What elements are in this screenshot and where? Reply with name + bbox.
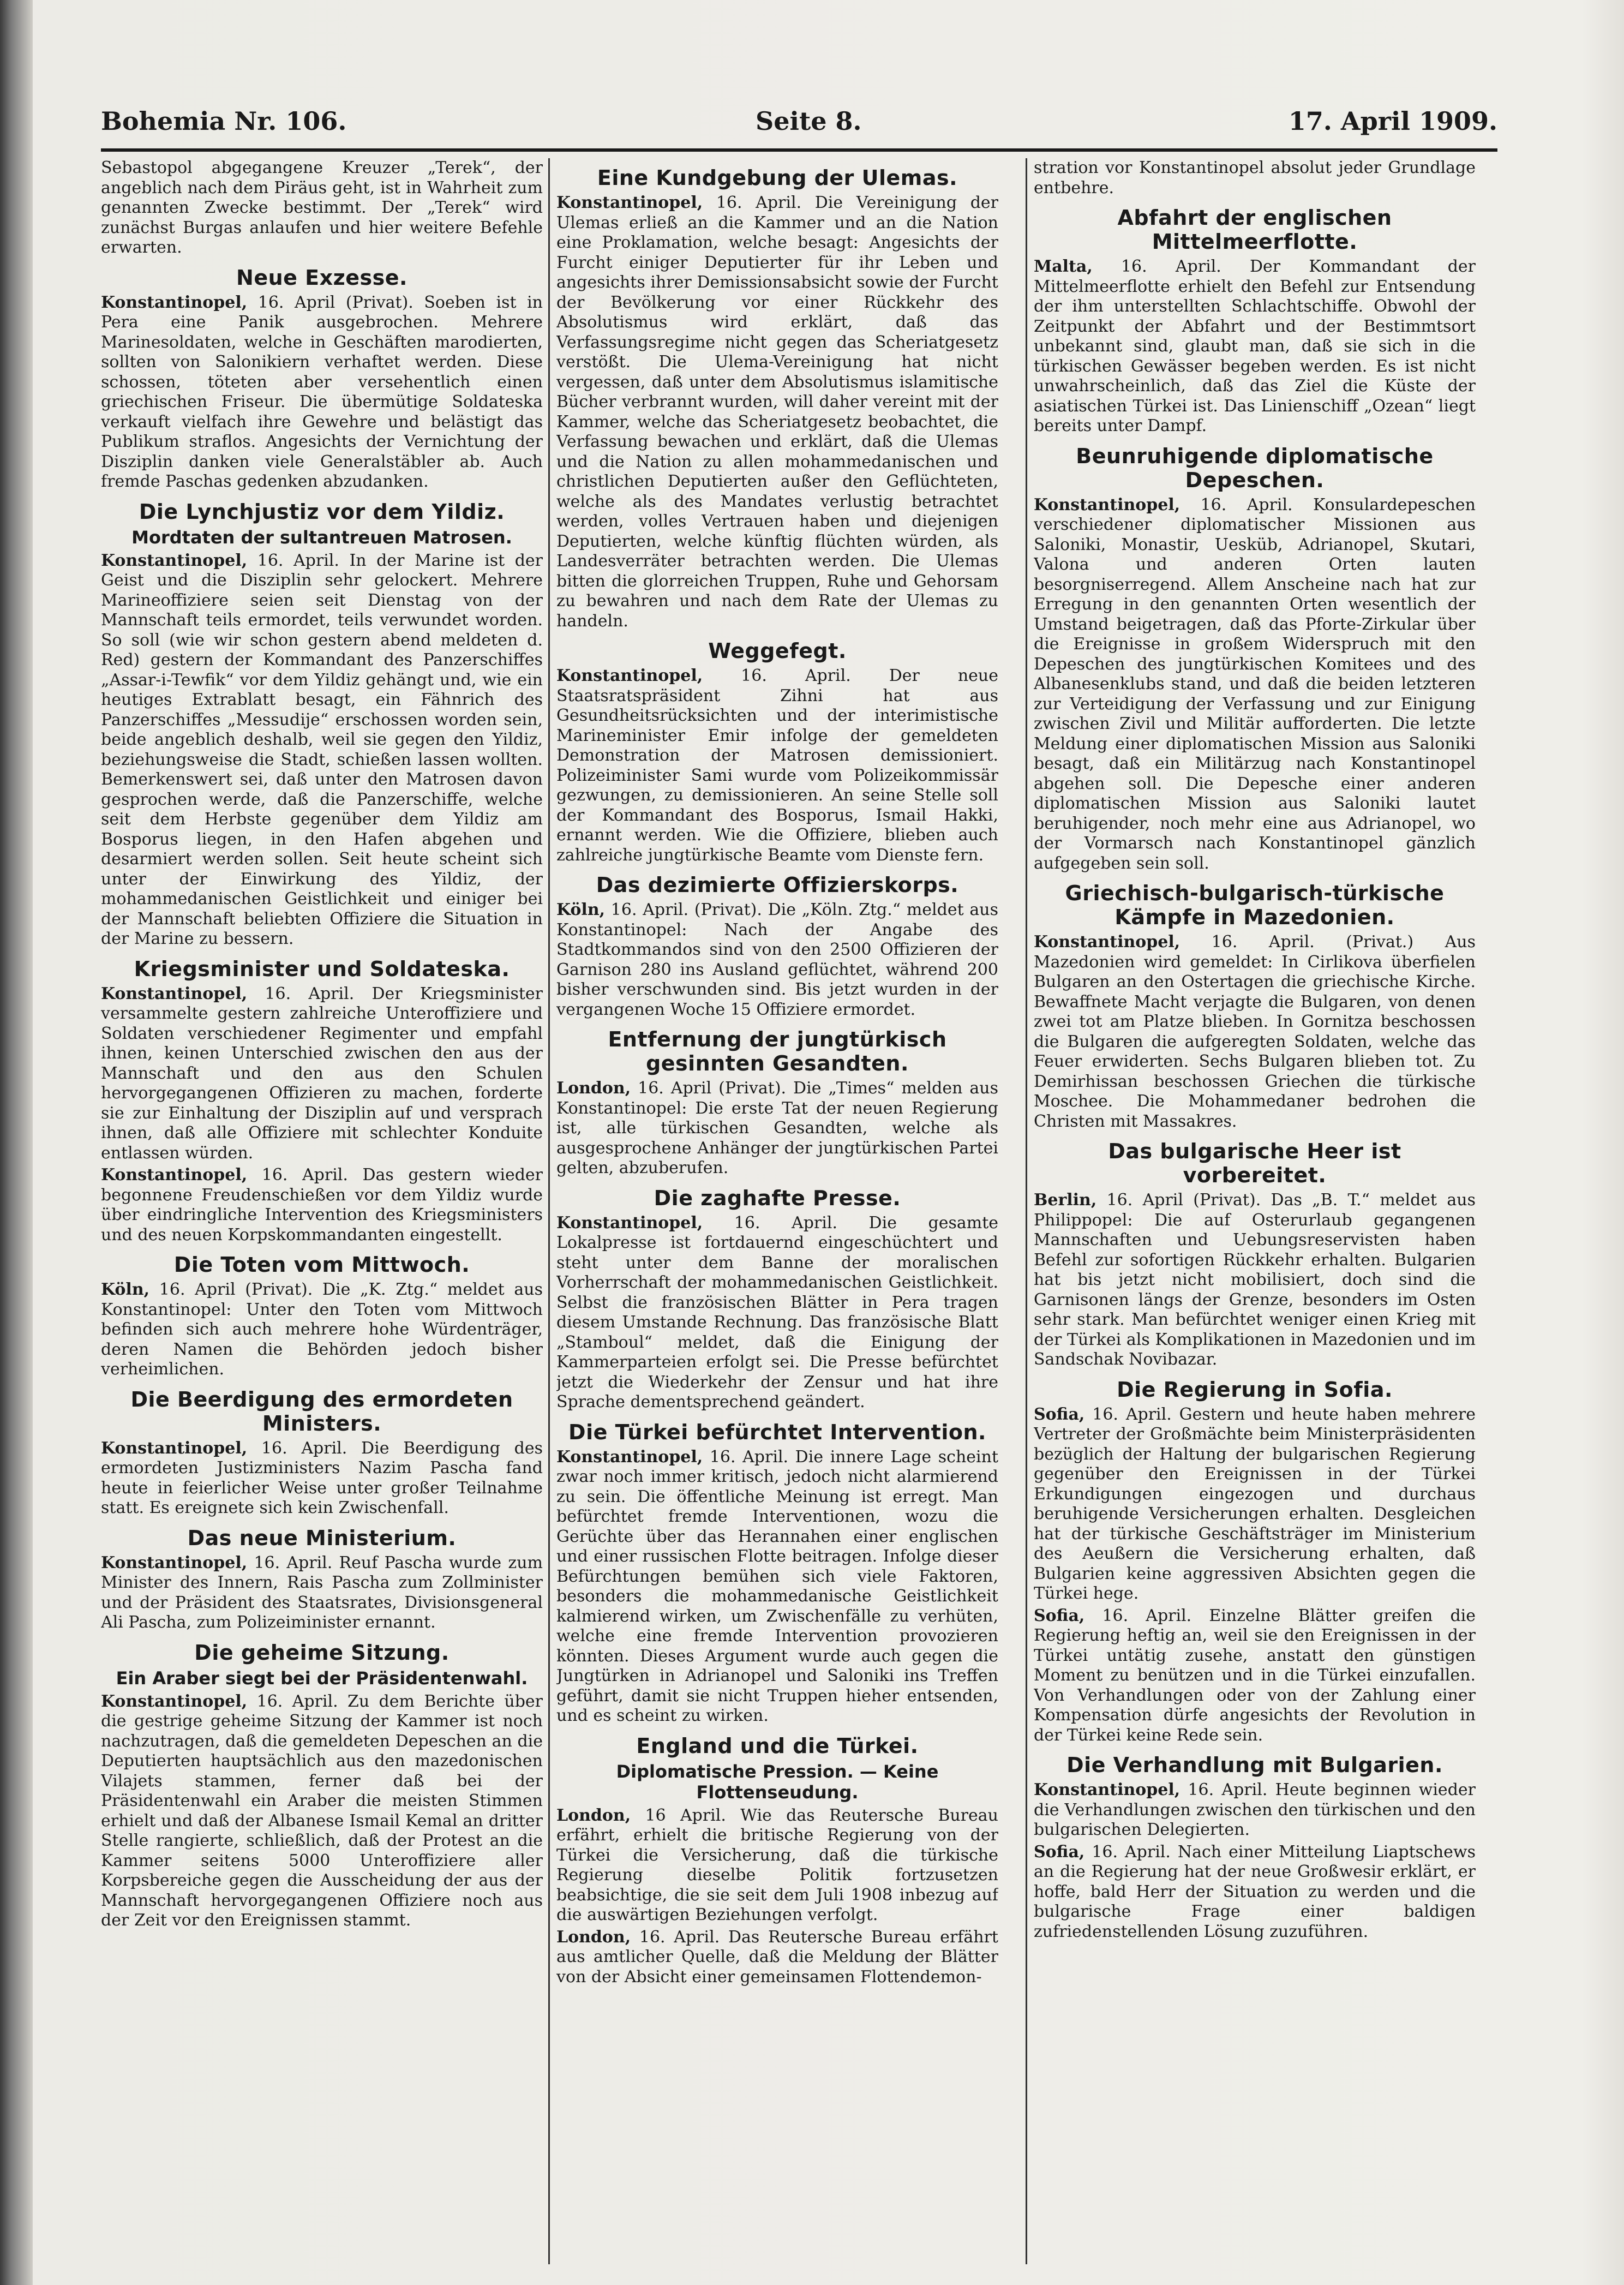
article-headline: Abfahrt der englischen Mittelmeerflotte. [1117, 206, 1392, 254]
dateline: Konstantinopel, [1034, 1780, 1180, 1799]
article-paragraph [101, 1165, 543, 1245]
column-1 [101, 158, 543, 2264]
dateline: Sofia, [1034, 1842, 1085, 1862]
dateline: Konstantinopel, [556, 1447, 703, 1467]
paragraph-text: 16. April. Das gestern wieder begonnene Freudenschießen vor dem Yildiz wurde über eindringliche Intervention des Kriegsministers und des neuen Korpskommandanten eingestellt. [101, 1165, 543, 1245]
article-paragraph [101, 1280, 543, 1380]
article-paragraph [101, 1439, 543, 1518]
article-paragraph [1034, 495, 1476, 874]
article-subheadline: Ein Araber siegt bei der Präsidentenwahl. [116, 1667, 528, 1689]
article-headline: Entfernung der jungtürkisch gesinnten Gesandten. [608, 1027, 947, 1075]
page-header [101, 106, 1497, 145]
dateline: Sofia, [1034, 1404, 1085, 1424]
dateline: Konstantinopel, [101, 551, 248, 570]
dateline: Konstantinopel, [556, 193, 703, 212]
article-headline: Die Verhandlung mit Bulgarien. [1066, 1753, 1443, 1777]
article-headline: Die Lynchjustiz vor dem Yildiz. [139, 499, 505, 524]
paragraph-text: 16. April. (Privat.) Aus Mazedonien wird gemeldet: In Cirlikova überfielen Bulgaren an den Ostertagen die griechische Kirche. Bewaffnete Macht verjagte die Bulgaren, von denen zwei tot am Platze blieben. In Gornitza beschossen die Bulgaren die aufgeregten Soldaten, welche das Feuer erwiderten. Sechs Bulgaren blieben tot. Zu Demirhissan beschossen Griechen die türkische Moschee. Die Mohammedaner bedrohen die Christen mit Massakres. [1034, 932, 1476, 1131]
dateline: London, [556, 1927, 631, 1947]
paragraph-text: 16 April. Wie das Reutersche Bureau erfährt, erhielt die britische Regierung von der Türkei die Versicherung, daß die türkische Regierung dieselbe Politik fortzusetzen beabsichtige, die sie seit dem Juli 1908 inbezug auf die auswärtigen Beziehungen verfolgt. [556, 1805, 998, 1924]
article-paragraph [1034, 158, 1476, 198]
paragraph-text: 16. April. Nach einer Mitteilung Liaptschews an die Regierung hat der neue Großwesir erklärt, er hoffe, bald Herr der Situation zu werden und die bulgarische Frage einer baldigen zufriedenstellenden Lösung zuzuführen. [1034, 1842, 1476, 1941]
article-headline: Das dezimierte Offizierskorps. [596, 873, 959, 897]
paragraph-text: 16. April. Der Kommandant der Mittelmeerflotte erhielt den Befehl zur Entsendung der ihm unterstellten Schlachtschiffe. Obwohl der Zeitpunkt der Abfahrt und der Bestimmtsort unbekannt sind, glaubt man, daß sie sich in die türkischen Gewässer begeben werden. Es ist nicht unwahrscheinlich, daß das Ziel die Küste der asiatischen Türkei ist. Das Linienschiff „Ozean“ liegt bereits unter Dampf. [1034, 257, 1476, 435]
header-page-number: Seite 8. [756, 106, 862, 136]
paragraph-text: 16. April (Privat). Die „Times“ melden aus Konstantinopel: Die erste Tat der neuen Regierung ist, alle türkischen Gesandten, welche als ausgesprochene Anhänger der jungtürkischen Partei gelten, abzuberufen. [556, 1079, 998, 1177]
dateline: Sofia, [1034, 1606, 1085, 1625]
article-paragraph [101, 158, 543, 258]
dateline: Konstantinopel, [101, 1165, 248, 1185]
article-headline: Eine Kundgebung der Ulemas. [597, 166, 958, 190]
dateline: Malta, [1034, 257, 1093, 276]
header-date: 17. April 1909. [1288, 106, 1497, 136]
paragraph-text: 16. April (Privat). Soeben ist in Pera eine Panik ausgebrochen. Mehrere Marinesoldaten, welche in Geschäften marodierten, sollten von Salonikiern verhaftet werden. Diese schossen, töteten aber versehentlich einen griechischen Friseur. Die übermütige Soldateska verkauft vielfach ihre Gewehre und belästigt das Publikum straflos. Angesichts der Vernichtung der Disziplin danken viele Generalstäbler ab. Auch fremde Paschas gedenken abzudanken. [101, 292, 543, 491]
paragraph-text: 16. April. Der neue Staatsratspräsident Zihni hat aus Gesundheitsrücksichten und der interimistische Marineminister Emir infolge der gemeldeten Demonstration der Matrosen demissioniert. Polizeiminister Sami wurde vom Polizeikommissär gezwungen, zu demissionieren. An seine Stelle soll der Kommandant des Bosporus, Ismail Hakki, ernannt werden. Wie die Offiziere, blieben auch zahlreiche jungtürkische Beamte vom Dienste fern. [556, 666, 998, 865]
article-paragraph [1034, 257, 1476, 436]
paragraph-text: stration vor Konstantinopel absolut jeder Grundlage entbehre. [1034, 158, 1476, 198]
article-headline: Das neue Ministerium. [187, 1526, 457, 1550]
dateline: Konstantinopel, [1034, 495, 1180, 515]
article-paragraph [1034, 1191, 1476, 1370]
paragraph-text: 16. April. (Privat). Die „Köln. Ztg.“ meldet aus Konstantinopel: Nach der Angabe des Stadtkommandos sind von den 2500 Offizieren der Garnison 280 ins Ausland geflüchtet, während 200 bisher verschwunden sind. Bis jetzt wurden in der vergangenen Woche 15 Offiziere ermordet. [556, 900, 998, 1019]
article-headline: Neue Exzesse. [236, 265, 408, 290]
article-paragraph [1034, 1606, 1476, 1746]
paragraph-text: 16. April. Reuf Pascha wurde zum Minister des Innern, Rais Pascha zum Zollminister und der Präsident des Staatsrates, Divisionsgeneral Ali Pascha, zum Polizeiminister ernannt. [101, 1553, 543, 1632]
article-paragraph [556, 900, 998, 1020]
dateline: Konstantinopel, [101, 984, 248, 1003]
paragraph-text: 16. April. Das Reutersche Bureau erfährt aus amtlicher Quelle, daß die Meldung der Blätter von der Absicht einer gemeinsamen Flottendemon- [556, 1927, 998, 1987]
article-paragraph [556, 1079, 998, 1179]
article-paragraph [101, 1553, 543, 1633]
article-headline: Die Regierung in Sofia. [1117, 1377, 1393, 1402]
paragraph-text: 16. April. Die Vereinigung der Ulemas erließ an die Kammer und an die Nation eine Proklamation, welche besagt: Angesichts der Furcht einiger Deputierter für ihr Leben und angesichts ihrer Demissionsabsicht sowie der Furcht der Bevölkerung vor einer Rückkehr des Absolutismus wird erklärt, daß das Verfassungsregime nicht gegen das Scheriatgesetz verstößt. Die Ulema-Vereinigung hat nicht vergessen, daß unter dem Absolutismus islamitische Bücher verbrannt wurden, will daher vereint mit der Kammer, welche das Scheriatgesetz beobachtet, die Verfassung bewachen und erklärt, daß die Ulemas und die Nation zu allen mohammedanischen und christlichen Deputierten außer den Geflüchteten, welche als des Mandates verlustig betrachtet werden, volles Vertrauen haben und diejenigen Deputierten, welche künftig flüchten würden, als Landesverräter betrachten werden. Die Ulemas bitten die glorreichen Truppen, Ruhe und Gehorsam zu bewahren und nach dem Rate der Ulemas zu handeln. [556, 193, 998, 631]
dateline: London, [556, 1079, 631, 1098]
article-headline: Griechisch-bulgarisch-türkische Kämpfe in Mazedonien. [1065, 881, 1445, 929]
article-headline: Die geheime Sitzung. [194, 1640, 450, 1665]
article-headline: England und die Türkei. [636, 1733, 919, 1758]
dateline: Köln, [556, 900, 606, 919]
paragraph-text: 16. April. Die Beerdigung des ermordeten Justizministers Nazim Pascha fand heute in feierlicher Weise unter großer Teilnahme statt. Es ereignete sich kein Zwischenfall. [101, 1438, 543, 1517]
article-paragraph [101, 293, 543, 492]
column-2 [556, 158, 998, 2264]
paragraph-text: 16. April. Der Kriegsminister versammelte gestern zahlreiche Unteroffiziere und Soldaten verschiedener Regimenter und empfahl ihnen, keinen Unterschied zwischen den aus der Mannschaft und den aus den Schulen hervorgegangenen Offizieren zu machen, forderte sie zur Einhaltung der Disziplin auf und versprach ihnen, daß alle Offiziere mit schlechter Konduite entlassen würden. [101, 984, 543, 1163]
article-paragraph [556, 1447, 998, 1726]
article-headline: Die Beerdigung des ermordeten Ministers. [130, 1387, 513, 1435]
paragraph-text: 16. April (Privat). Das „B. T.“ meldet aus Philippopel: Die auf Osterurlaub gegangenen Mannschaften und Uebungsreservisten haben Befehl zur sofortigen Rückkehr erhalten. Bulgarien hat bis jetzt nicht mobilisiert, doch sind die Garnisonen längs der Grenze, besonders im Osten sehr stark. Man befürchtet weniger einen Krieg mit der Türkei als Komplikationen in Mazedonien und im Sandschak Novibazar. [1034, 1191, 1476, 1369]
article-paragraph [556, 1928, 998, 1988]
header-rule [101, 148, 1497, 152]
article-paragraph [101, 551, 543, 949]
article-paragraph [1034, 932, 1476, 1132]
article-headline: Die Türkei befürchtet Intervention. [568, 1420, 986, 1444]
article-headline: Das bulgarische Heer ist vorbereitet. [1108, 1139, 1401, 1187]
paragraph-text: 16. April. Heute beginnen wieder die Verhandlungen zwischen den türkischen und den bulgarischen Delegierten. [1034, 1780, 1476, 1839]
article-headline: Weggefegt. [708, 639, 847, 663]
paragraph-text: 16. April. Konsulardepeschen verschiedener diplomatischer Missionen aus Saloniki, Monastir, Uesküb, Adrianopel, Skutari, Valona und anderen Orten lauten besorgniserregend. Allem Anscheine nach hat zur Erregung in den genannten Orten wesentlich der Umstand beigetragen, daß das Pforte-Zirkular über die Ereignisse in großem Widerspruch mit den Depeschen des jungtürkischen Komitees und des Albanesenklubs stand, und daß die beiden letzteren zur Verteidigung der Verfassung und zur Einigung zwischen Zivil und Militär aufforderten. Die letzte Meldung einer diplomatischen Mission aus Saloniki besagt, daß ein Militärzug nach Konstantinopel abgehen soll. Die Depesche einer anderen diplomatischen Mission aus Saloniki lautet beruhigender, noch mehr eine aus Adrianopel, wo der Vormarsch nach Konstantinopel gänzlich aufgegeben sein soll. [1034, 495, 1476, 873]
article-paragraph [1034, 1843, 1476, 1942]
article-paragraph [101, 1692, 543, 1931]
paragraph-text: 16. April (Privat). Die „K. Ztg.“ meldet aus Konstantinopel: Unter den Toten vom Mittwoch befinden sich auch mehrere hohe Würdenträger, deren Namen die Behörden jedoch bisher verheimlichen. [101, 1280, 543, 1379]
dateline: Konstantinopel, [101, 1438, 248, 1458]
article-paragraph [556, 666, 998, 865]
paragraph-text: 16. April. Einzelne Blätter greifen die Regierung heftig an, weil sie den Ereignissen in der Türkei untätig zusehe, anstatt den günstigen Moment zu benützen und in die Türkei einzufallen. Von Verhandlungen oder von der Zahlung einer Kompensation dürfe angesichts der Revolution in der Türkei keine Rede sein. [1034, 1606, 1476, 1745]
dateline: Konstantinopel, [556, 666, 703, 685]
dateline: Konstantinopel, [556, 1213, 703, 1233]
paragraph-text: 16. April. Zu dem Berichte über die gestrige geheime Sitzung der Kammer ist noch nachzutragen, daß die gemeldeten Depeschen an die Deputierten hauptsächlich aus den mazedonischen Vilajets stammen, ferner daß bei der Präsidentenwahl ein Araber die meisten Stimmen erhielt und daß der Albanese Ismail Kemal an dritter Stelle rangierte, schließlich, daß der Protest an die Kammer seitens 5000 Unteroffiziere aller Korpsbereiche gegen die Ausscheidung der aus der Mannschaft hervorgegangenen Offiziere noch aus der Zeit vor den Ereignissen stammt. [101, 1691, 543, 1930]
paragraph-text: 16. April. In der Marine ist der Geist und die Disziplin sehr gelockert. Mehrere Marineoffiziere seien seit Dienstag von der Mannschaft teils ermordet, teils verwundet worden. So soll (wie wir schon gestern abend meldeten d. Red) gestern der Kommandant des Panzerschiffes „Assar-i-Tewfik“ vor dem Yildiz gehängt und, wie ein heutiges Extrablatt besagt, ein Fähnrich des Panzerschiffes „Messudije“ erschossen worden sein, beide angeblich deshalb, weil sie gegen den Yildiz, beziehungsweise die Stadt, schießen lassen wollten. Bemerkenswert sei, daß unter den Matrosen davon gesprochen werde, daß die Panzerschiffe, welche seit dem Herbste gegenüber dem Yildiz am Bosporus liegen, in den Hafen abgehen und desarmiert werden sollen. Seit heute scheint sich unter der Einwirkung des Yildiz, der mohammedanischen Geistlichkeit und einiger bei der Mannschaft beliebten Offiziere die Situation in der Marine zu bessern. [101, 551, 543, 948]
dateline: Konstantinopel, [101, 292, 248, 312]
header-issue: Bohemia Nr. 106. [101, 106, 347, 136]
book-spine [0, 0, 33, 2285]
article-subheadline: Diplomatische Pression. — Keine Flottenseudung. [616, 1761, 939, 1803]
dateline: Konstantinopel, [101, 1553, 248, 1572]
article-headline: Kriegsminister und Soldateska. [134, 956, 510, 981]
article-subheadline: Mordtaten der sultantreuen Matrosen. [131, 527, 512, 548]
dateline: Konstantinopel, [1034, 932, 1180, 952]
article-paragraph [556, 1213, 998, 1413]
article-headline: Die zaghafte Presse. [654, 1186, 901, 1210]
dateline: London, [556, 1805, 631, 1825]
paragraph-text: 16. April. Die innere Lage scheint zwar noch immer kritisch, jedoch nicht alarmierend zu sein. Die öffentliche Meinung ist erregt. Man befürchtet fremde Interventionen, wozu die Gerüchte über das Herannahen einer englischen und einer russischen Flotte beitragen. Infolge dieser Befürchtungen bemühen sich viele Faktoren, besonders die mohammedanische Geistlichkeit kalmierend wirken, um Zwischenfälle zu verhüten, welche eine fremde Intervention provozieren könnten. Dieses Argument wurde auch gegen die Jungtürken in Adrianopel und Saloniki ins Treffen geführt, damit sie nicht Truppen hieher entsenden, und es scheint zu wirken. [556, 1447, 998, 1725]
column-divider-1 [548, 158, 550, 2264]
paragraph-text: 16. April. Gestern und heute haben mehrere Vertreter der Großmächte beim Ministerpräsidenten bezüglich der Haltung der bulgarischen Regierung gegenüber den Ereignissen in der Türkei Erkundigungen eingezogen und durchaus beruhigende Versicherungen erhalten. Desgleichen hat der türkische Geschäftsträger im Ministerium des Aeußern die Versicherung erhalten, daß Bulgarien keine aggressiven Absichten gegen die Türkei hege. [1034, 1404, 1476, 1603]
article-paragraph [1034, 1780, 1476, 1840]
article-paragraph [556, 1806, 998, 1925]
article-headline: Beunruhigende diplomatische Depeschen. [1076, 444, 1434, 492]
article-headline: Die Toten vom Mittwoch. [173, 1253, 470, 1277]
article-paragraph [101, 984, 543, 1164]
dateline: Konstantinopel, [101, 1691, 248, 1711]
dateline: Köln, [101, 1280, 150, 1299]
paragraph-text: 16. April. Die gesamte Lokalpresse ist fortdauernd eingeschüchtert und steht unter dem Banne der moralischen Vorherrschaft der mohammedanischen Geistlichkeit. Selbst die französischen Blätter in Pera tragen diesem Umstande Rechnung. Das französische Blatt „Stamboul“ meldet, daß die Einigung der Kammerparteien erfolgt sei. Die Presse befürchtet jetzt die Wiederkehr der Zensur und hat ihre Sprache dementsprechend geändert. [556, 1213, 998, 1411]
column-3 [1034, 158, 1476, 2264]
paragraph-text: Sebastopol abgegangene Kreuzer „Terek“, der angeblich nach dem Piräus geht, ist in Wahrheit zum genannten Zwecke bestimmt. Der „Terek“ wird zunächst Burgas anlaufen und hier weitere Befehle erwarten. [101, 158, 543, 257]
article-paragraph [1034, 1405, 1476, 1604]
column-divider-2 [1026, 158, 1027, 2264]
article-paragraph [556, 193, 998, 631]
dateline: Berlin, [1034, 1191, 1097, 1210]
